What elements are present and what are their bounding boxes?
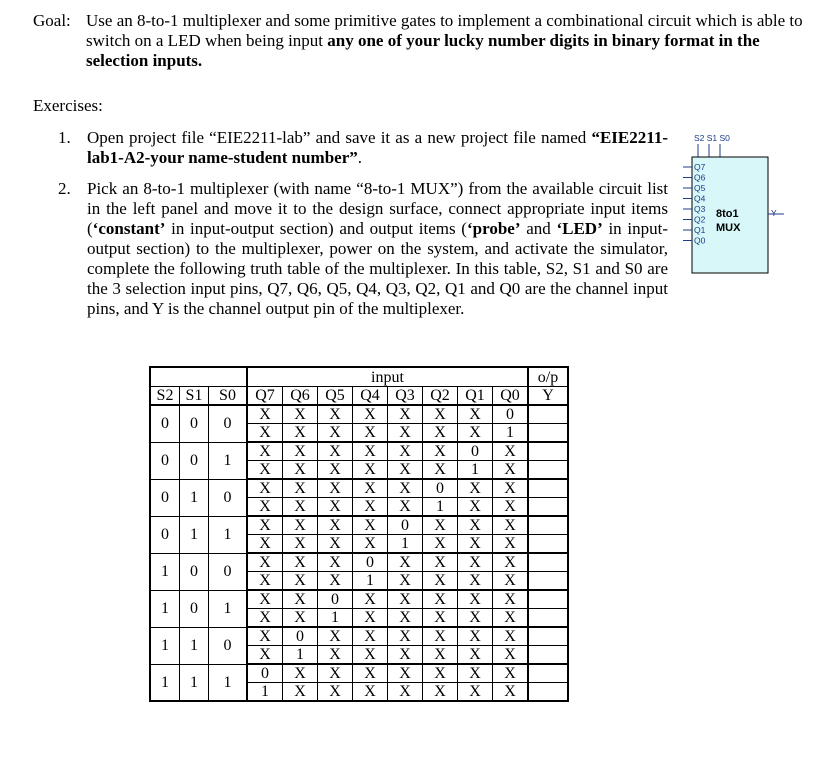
select-cell: 0: [180, 442, 209, 479]
input-cell: X: [247, 442, 283, 461]
select-cell: 0: [150, 442, 180, 479]
input-cell: X: [458, 516, 493, 535]
input-cell: X: [458, 572, 493, 591]
mux-input-label: Q3: [694, 204, 706, 214]
input-cell: X: [353, 498, 388, 517]
input-cell: X: [493, 609, 529, 628]
column-header: S2: [150, 387, 180, 406]
input-cell: X: [283, 479, 318, 498]
select-cell: 1: [180, 664, 209, 701]
mux-input-label: Q2: [694, 214, 706, 225]
input-cell: 1: [493, 424, 529, 443]
input-cell: X: [493, 664, 529, 683]
input-cell: X: [388, 572, 423, 591]
column-header: S1: [180, 387, 209, 406]
input-cell: X: [353, 535, 388, 554]
column-header: Q1: [458, 387, 493, 406]
table-row: [150, 664, 568, 683]
input-cell: X: [493, 590, 529, 609]
output-cell: [528, 590, 568, 609]
input-cell: X: [247, 609, 283, 628]
select-cell: 1: [180, 479, 209, 516]
exercise-text-p1: Pick an 8-to-1 multiplexer (with name “8-to-1 MUX”) from the available circuit list in the left panel and move it to the design surface, connect appropriate input items (: [87, 179, 668, 238]
select-cell: 1: [209, 442, 248, 479]
input-cell: X: [493, 461, 529, 480]
input-cell: X: [458, 498, 493, 517]
mux-name-line2: MUX: [716, 222, 741, 234]
goal-text-bold: any one of your lucky number digits in binary format in the selection inputs.: [86, 31, 760, 70]
input-cell: 0: [283, 627, 318, 646]
exercise-text-p2: in input-output section) and output items (: [165, 219, 467, 238]
input-cell: X: [318, 498, 353, 517]
output-cell: [528, 683, 568, 702]
input-cell: 1: [318, 609, 353, 628]
input-cell: X: [283, 498, 318, 517]
column-header: Y: [528, 387, 568, 406]
input-cell: X: [458, 683, 493, 702]
input-cell: X: [247, 646, 283, 665]
table-header-row: [150, 387, 568, 406]
column-header: Q4: [353, 387, 388, 406]
input-cell: 1: [353, 572, 388, 591]
mux-select-label: S2 S1 S0: [694, 133, 730, 143]
input-cell: X: [247, 479, 283, 498]
output-cell: [528, 461, 568, 480]
input-cell: X: [458, 590, 493, 609]
select-cell: 1: [180, 627, 209, 664]
select-cell: 1: [209, 516, 248, 553]
input-cell: X: [388, 461, 423, 480]
input-cell: X: [423, 461, 458, 480]
input-cell: X: [353, 461, 388, 480]
input-cell: 0: [458, 442, 493, 461]
input-cell: X: [283, 590, 318, 609]
output-cell: [528, 572, 568, 591]
select-cell: 0: [209, 627, 248, 664]
mux-input-label: Q5: [694, 183, 706, 193]
input-cell: X: [318, 646, 353, 665]
mux-input-label: Q4: [694, 193, 706, 204]
exercise-number: 2.: [58, 179, 71, 198]
table-row: [150, 590, 568, 609]
input-cell: 0: [318, 590, 353, 609]
table-row: [150, 405, 568, 424]
table-row: [150, 516, 568, 535]
input-cell: X: [388, 646, 423, 665]
input-cell: X: [493, 646, 529, 665]
table-group-header-row: [150, 367, 568, 387]
exercise-text-b1: ‘constant’: [92, 219, 166, 238]
input-cell: X: [493, 627, 529, 646]
input-cell: X: [458, 664, 493, 683]
select-cell: 0: [150, 405, 180, 442]
input-cell: 1: [247, 683, 283, 702]
input-cell: X: [283, 664, 318, 683]
exercise-text: [87, 179, 668, 319]
exercise-text-a: Open project file “EIE2211-lab” and save it as a new project file named: [87, 128, 592, 147]
mux-diagram: [680, 130, 790, 290]
input-cell: X: [353, 609, 388, 628]
exercise-text: [87, 128, 668, 168]
exercise-text-c: .: [357, 148, 363, 167]
input-cell: X: [423, 664, 458, 683]
input-cell: X: [458, 646, 493, 665]
mux-input-label: Q6: [694, 172, 706, 183]
input-cell: X: [247, 627, 283, 646]
input-cell: X: [388, 553, 423, 572]
mux-input-pins: [683, 162, 706, 246]
input-cell: X: [423, 609, 458, 628]
input-cell: X: [353, 516, 388, 535]
input-cell: X: [318, 461, 353, 480]
column-header: Q7: [247, 387, 283, 406]
input-cell: 0: [247, 664, 283, 683]
select-cell: 1: [209, 590, 248, 627]
input-cell: X: [247, 535, 283, 554]
input-cell: X: [458, 424, 493, 443]
input-cell: X: [388, 683, 423, 702]
input-cell: X: [318, 535, 353, 554]
mux-output-label: Y: [771, 208, 777, 218]
input-cell: X: [353, 627, 388, 646]
input-cell: 1: [283, 646, 318, 665]
select-cell: 0: [150, 479, 180, 516]
mux-name-line1: 8to1: [716, 208, 739, 220]
select-cell: 0: [180, 405, 209, 442]
input-cell: X: [283, 609, 318, 628]
exercise-text-p3: and: [520, 219, 557, 238]
output-cell: [528, 535, 568, 554]
input-cell: X: [318, 572, 353, 591]
input-cell: X: [247, 405, 283, 424]
exercise-text-b3: ‘LED’: [556, 219, 603, 238]
select-cell: 1: [180, 516, 209, 553]
input-cell: X: [388, 664, 423, 683]
input-cell: X: [318, 553, 353, 572]
input-cell: X: [388, 609, 423, 628]
input-cell: X: [423, 405, 458, 424]
input-cell: X: [283, 553, 318, 572]
input-cell: X: [353, 646, 388, 665]
input-cell: X: [283, 405, 318, 424]
input-cell: X: [423, 553, 458, 572]
input-cell: X: [318, 664, 353, 683]
column-header: Q0: [493, 387, 529, 406]
table-row: [150, 553, 568, 572]
output-cell: [528, 553, 568, 572]
input-cell: 0: [388, 516, 423, 535]
input-cell: X: [318, 516, 353, 535]
input-cell: X: [423, 424, 458, 443]
input-cell: X: [493, 535, 529, 554]
table-row: [150, 627, 568, 646]
select-group-header: [150, 367, 247, 387]
output-cell: [528, 516, 568, 535]
output-cell: [528, 479, 568, 498]
input-cell: X: [493, 498, 529, 517]
input-cell: X: [388, 442, 423, 461]
input-cell: X: [283, 424, 318, 443]
select-cell: 0: [180, 590, 209, 627]
goal-label: Goal:: [33, 11, 71, 30]
input-cell: X: [388, 498, 423, 517]
select-cell: 0: [180, 553, 209, 590]
input-group-header: input: [247, 367, 528, 387]
output-cell: [528, 405, 568, 424]
input-cell: X: [353, 664, 388, 683]
input-cell: X: [423, 646, 458, 665]
input-cell: X: [493, 479, 529, 498]
input-cell: X: [353, 479, 388, 498]
input-cell: X: [388, 590, 423, 609]
input-cell: X: [423, 516, 458, 535]
input-cell: X: [423, 590, 458, 609]
output-cell: [528, 609, 568, 628]
input-cell: X: [493, 572, 529, 591]
select-cell: 1: [150, 553, 180, 590]
input-cell: X: [318, 442, 353, 461]
mux-symbol: [680, 130, 790, 290]
select-cell: 1: [150, 627, 180, 664]
input-cell: X: [247, 553, 283, 572]
input-cell: X: [318, 683, 353, 702]
column-header: Q6: [283, 387, 318, 406]
input-cell: X: [318, 424, 353, 443]
input-cell: X: [458, 479, 493, 498]
output-cell: [528, 424, 568, 443]
input-cell: X: [458, 405, 493, 424]
input-cell: 0: [493, 405, 529, 424]
input-cell: X: [423, 442, 458, 461]
table-row: [150, 442, 568, 461]
table-row: [150, 479, 568, 498]
mux-input-label: Q1: [694, 225, 706, 235]
input-cell: X: [318, 405, 353, 424]
output-cell: [528, 664, 568, 683]
exercise-text-b: “EIE2211-lab1-A2-your name-student number”: [87, 128, 668, 167]
exercise-text-p4: in input-output section) to the multiplexer, power on the system, and activate the simulator, complete the following truth table of the multiplexer. In this table, S2, S1 and S0 are the 3 selection input pins, Q7, Q6, Q5, Q4, Q3, Q2, Q1 and Q0 are the channel input pins, and Y is the channel output pin of the multiplexer.: [87, 219, 669, 318]
input-cell: X: [353, 424, 388, 443]
input-cell: X: [247, 572, 283, 591]
input-cell: X: [353, 683, 388, 702]
select-cell: 0: [209, 553, 248, 590]
truth-table: [149, 366, 569, 702]
input-cell: X: [493, 553, 529, 572]
input-cell: X: [493, 516, 529, 535]
input-cell: X: [458, 609, 493, 628]
input-cell: 1: [388, 535, 423, 554]
goal-text: [86, 11, 821, 71]
column-header: S0: [209, 387, 248, 406]
input-cell: X: [247, 590, 283, 609]
input-cell: X: [318, 627, 353, 646]
select-cell: 1: [150, 664, 180, 701]
select-cell: 0: [209, 405, 248, 442]
input-cell: X: [247, 461, 283, 480]
input-cell: X: [283, 442, 318, 461]
input-cell: X: [493, 683, 529, 702]
exercises-heading: Exercises:: [33, 96, 103, 115]
mux-input-label: Q0: [694, 235, 706, 246]
input-cell: 1: [458, 461, 493, 480]
input-cell: 0: [423, 479, 458, 498]
input-cell: X: [423, 683, 458, 702]
column-header: Q5: [318, 387, 353, 406]
output-cell: [528, 442, 568, 461]
input-cell: X: [353, 405, 388, 424]
column-header: Q3: [388, 387, 423, 406]
mux-input-label: Q7: [694, 162, 706, 172]
input-cell: X: [283, 461, 318, 480]
input-cell: X: [423, 572, 458, 591]
output-cell: [528, 646, 568, 665]
input-cell: X: [388, 405, 423, 424]
input-cell: 1: [423, 498, 458, 517]
select-cell: 1: [150, 590, 180, 627]
input-cell: X: [353, 442, 388, 461]
exercise-text-b2: ‘probe’: [466, 219, 521, 238]
input-cell: X: [247, 516, 283, 535]
input-cell: X: [458, 627, 493, 646]
select-cell: 1: [209, 664, 248, 701]
input-cell: X: [458, 553, 493, 572]
input-cell: X: [423, 535, 458, 554]
output-group-header: o/p: [528, 367, 568, 387]
exercise-number: 1.: [58, 128, 71, 147]
output-cell: [528, 498, 568, 517]
input-cell: X: [353, 590, 388, 609]
input-cell: X: [283, 516, 318, 535]
input-cell: X: [283, 683, 318, 702]
input-cell: X: [247, 498, 283, 517]
input-cell: X: [493, 442, 529, 461]
input-cell: X: [388, 479, 423, 498]
select-cell: 0: [150, 516, 180, 553]
input-cell: X: [247, 424, 283, 443]
input-cell: 0: [353, 553, 388, 572]
input-cell: X: [388, 424, 423, 443]
goal-text-plain: Use an 8-to-1 multiplexer and some primitive gates to implement a combinational circuit which is able to switch on a LED when being input: [86, 11, 803, 50]
output-cell: [528, 627, 568, 646]
select-cell: 0: [209, 479, 248, 516]
column-header: Q2: [423, 387, 458, 406]
input-cell: X: [388, 627, 423, 646]
input-cell: X: [283, 535, 318, 554]
input-cell: X: [283, 572, 318, 591]
input-cell: X: [458, 535, 493, 554]
input-cell: X: [318, 479, 353, 498]
input-cell: X: [423, 627, 458, 646]
